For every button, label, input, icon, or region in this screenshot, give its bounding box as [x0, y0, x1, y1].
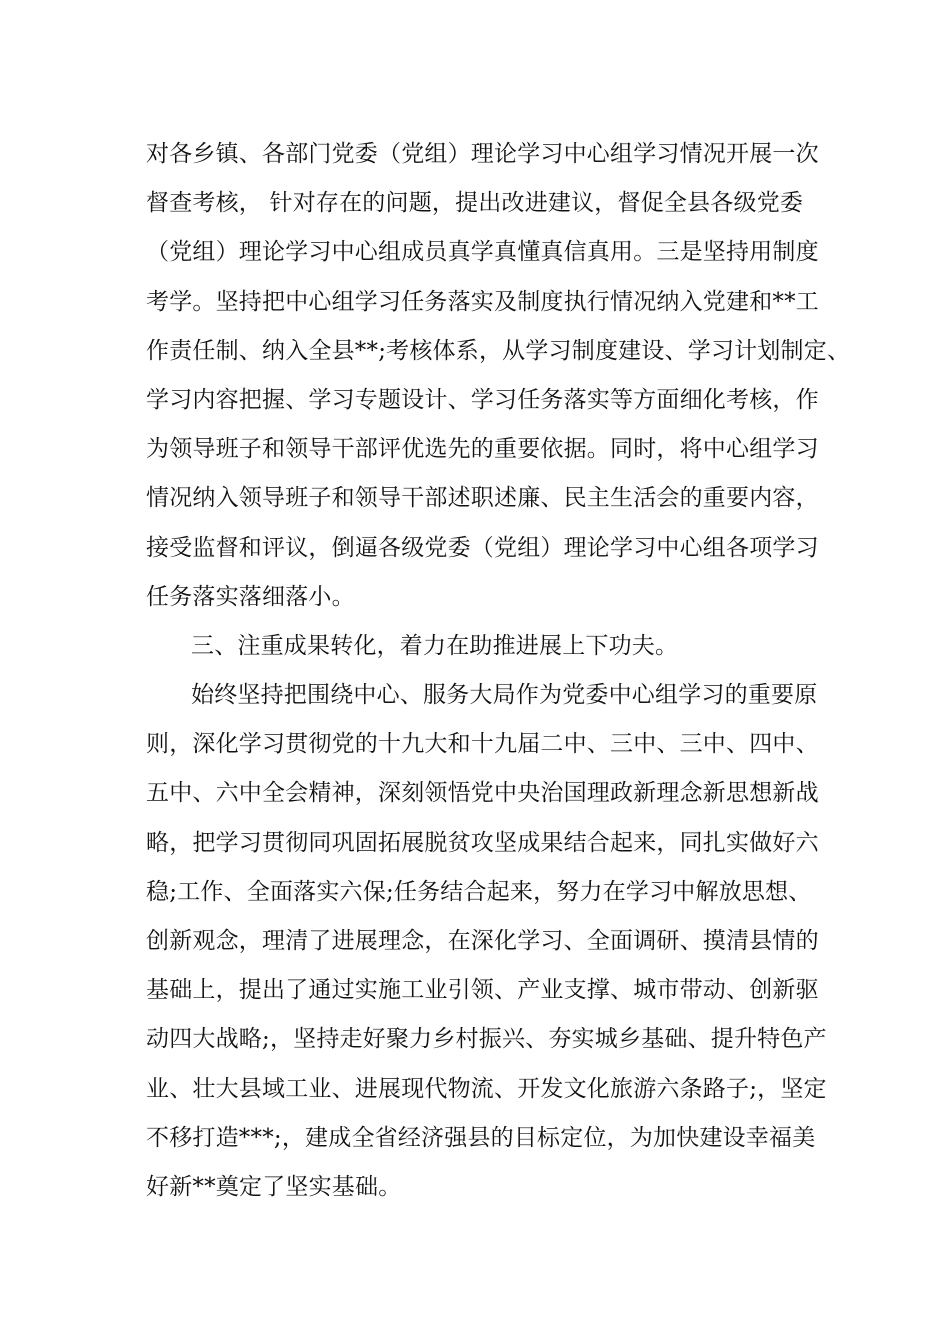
section-heading: 三、注重成果转化，着力在助推进展上下功夫。: [191, 632, 679, 659]
text-line: 基础上，提出了通过实施工业引领、产业支撑、城市带动、创新驱: [146, 977, 819, 1004]
text-line: 五中、六中全会精神，深刻领悟党中央治国理政新理念新思想新战: [146, 780, 819, 807]
text-line: 对各乡镇、各部门党委（党组）理论学习中心组学习情况开展一次: [146, 141, 819, 167]
text-line: 略，把学习贯彻同巩固拓展脱贫攻坚成果结合起来，同扎实做好六: [146, 829, 819, 856]
text-line: 接受监督和评议，倒逼各级党委（党组）理论学习中心组各项学习: [146, 534, 819, 561]
text-line: 考学。坚持把中心组学习任务落实及制度执行情况纳入党建和**工: [146, 288, 819, 315]
text-line: 为领导班子和领导干部评优选先的重要依据。同时，将中心组学习: [146, 436, 819, 463]
text-line: 学习内容把握、学习专题设计、学习任务落实等方面细化考核，作: [146, 386, 819, 413]
text-line: 作责任制、纳入全县**;考核体系，从学习制度建设、学习计划制定、: [146, 337, 851, 364]
text-line: 情况纳入领导班子和领导干部述职述廉、民主生活会的重要内容，: [146, 485, 819, 512]
text-line: （党组）理论学习中心组成员真学真懂真信真用。三是坚持用制度: [146, 239, 819, 266]
text-line: 则，深化学习贯彻党的十九大和十九届二中、三中、三中、四中、: [146, 731, 819, 758]
text-line: 动四大战略;，坚持走好聚力乡村振兴、夯实城乡基础、提升特色产: [146, 1026, 827, 1053]
text-line: 稳;工作、全面落实六保;任务结合起来，努力在学习中解放思想、: [146, 878, 812, 905]
text-line: 好新**奠定了坚实基础。: [146, 1173, 402, 1200]
text-line: 不移打造***;，建成全省经济强县的目标定位，为加快建设幸福美: [146, 1124, 816, 1151]
text-line: 督查考核， 针对存在的问题，提出改进建议，督促全县各级党委: [146, 190, 804, 217]
text-line: 任务落实落细落小。: [146, 583, 355, 610]
text-line: 始终坚持把围绕中心、服务大局作为党委中心组学习的重要原: [191, 682, 818, 709]
body-text: [146, 130, 851, 1212]
text-line: 创新观念，理清了进展理念，在深化学习、全面调研、摸清县情的: [146, 928, 819, 954]
text-line: 业、壮大县域工业、进展现代物流、开发文化旅游六条路子;，坚定: [146, 1075, 827, 1102]
